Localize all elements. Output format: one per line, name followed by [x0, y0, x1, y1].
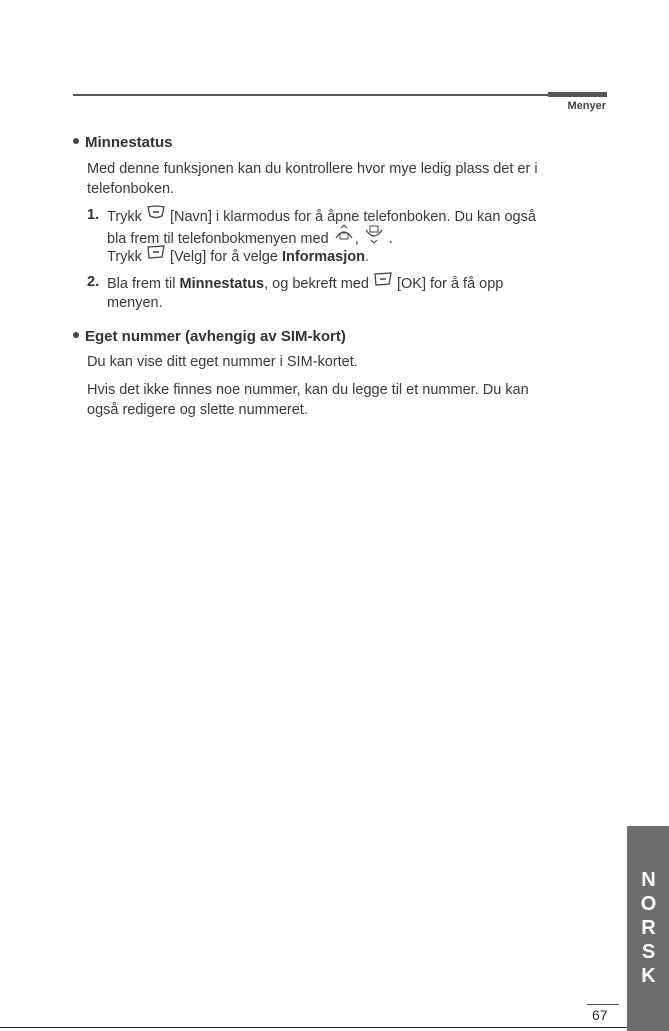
- left-softkey-icon: [373, 271, 393, 293]
- section-heading-minnestatus: Minnestatus: [73, 134, 173, 151]
- step-2-line-1: Bla frem til Minnestatus, og bekreft med [OK] for å få opp: [107, 273, 503, 295]
- intro-line-1: Med denne funksjonen kan du kontrollere hvor mye ledig plass det er i: [87, 161, 538, 177]
- page-number: 67: [592, 1007, 608, 1023]
- eget-nummer-paragraph-1: Du kan vise ditt eget nummer i SIM-kortet.: [87, 354, 358, 370]
- section-label: Menyer: [567, 100, 606, 112]
- intro-line-2: telefonboken.: [87, 181, 175, 197]
- language-side-tab: [627, 826, 669, 1031]
- page-number-rule: [587, 1004, 619, 1005]
- step-number-2: 2.: [87, 274, 100, 290]
- language-side-tab-label: NORSK: [637, 868, 660, 989]
- header-rule-accent: [548, 92, 607, 97]
- header-rule: [73, 94, 607, 96]
- step-1-line-3: Trykk [Velg] for å velge Informasjon.: [107, 246, 369, 268]
- right-softkey-icon: [146, 204, 166, 226]
- page-bottom-edge: [0, 1027, 627, 1028]
- step-number-1: 1.: [87, 207, 100, 223]
- step-2-line-2: menyen.: [107, 295, 163, 311]
- eget-nummer-paragraph-2-line-2: også redigere og slette nummeret.: [87, 402, 308, 418]
- left-softkey-icon: [146, 244, 166, 266]
- bullet-icon: [73, 138, 79, 144]
- bullet-icon: [73, 332, 79, 338]
- step-1-line-2: bla frem til telefonbokmenyen med , .: [107, 226, 393, 252]
- eget-nummer-paragraph-2-line-1: Hvis det ikke finnes noe nummer, kan du legge til et nummer. Du kan: [87, 382, 529, 398]
- step-1-line-1: Trykk [Navn] i klarmodus for å åpne telefonboken. Du kan også: [107, 206, 536, 228]
- section-heading-eget-nummer: Eget nummer (avhengig av SIM-kort): [73, 328, 346, 345]
